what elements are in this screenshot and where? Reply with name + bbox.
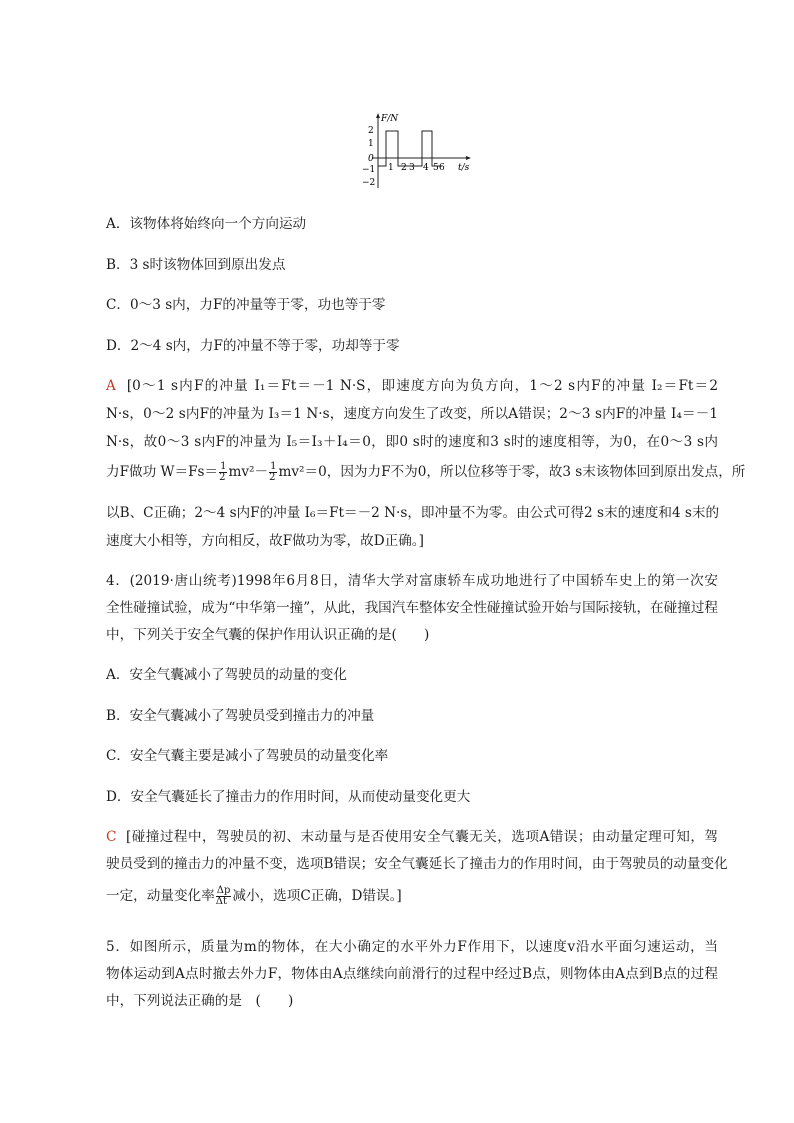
q5-stem-line-2: 物体运动到A点时撤去外力F，物体由A点继续向前滑行的过程中经过B点，则物体由A点到B点的过程	[106, 966, 718, 982]
q5-stem-line-1: 5．如图所示，质量为m的物体，在大小确定的水平外力F作用下，以速度v沿水平面匀速运动，当	[106, 939, 718, 955]
q3-exp4-c: mv²＝0，因为力F不为0，所以位移等于零，故3 s末该物体回到原出发点，所	[278, 464, 746, 480]
x-tick-5: 5	[433, 163, 439, 173]
q4-option-d: D．安全气囊延长了撞击力的作用时间，从而使动量变化更大	[106, 789, 471, 805]
fraction-dp-dt	[216, 886, 232, 907]
q4-stem-line-3: 中，下列关于安全气囊的保护作用认识正确的是( )	[106, 627, 430, 643]
q3-option-c: C．0～3 s内，力F的冲量等于零，功也等于零	[106, 297, 386, 313]
q4-option-c: C．安全气囊主要是减小了驾驶员的动量变化率	[106, 748, 389, 764]
x-axis-arrow	[466, 156, 471, 160]
fraction-half-1-num: 1	[220, 461, 227, 472]
y-tick-1: 1	[368, 139, 374, 149]
x-tick-4: 4	[423, 163, 429, 173]
y-tick-0: 0	[368, 154, 374, 164]
q4-option-b: B．安全气囊减小了驾驶员受到撞击力的冲量	[106, 708, 375, 724]
force-time-graph	[356, 110, 476, 190]
y-axis-label: F/N	[381, 114, 399, 124]
q3-explanation-line-2: N·s，0～2 s内F的冲量为 I₃＝1 N·s，速度方向发生了改变，所以A错误；2～3 s内F的冲量 I₄＝－1	[106, 406, 718, 422]
q3-exp4-a: 力F做功 W＝Fs＝	[106, 464, 219, 480]
fraction-half-2	[269, 462, 277, 483]
q4-explanation-line-2: 驶员受到的撞击力的冲量不变，选项B错误；安全气囊延长了撞击力的作用时间，由于驾驶员的动量变化	[106, 856, 728, 872]
y-axis-arrow	[376, 113, 380, 118]
force-waveform	[378, 131, 442, 166]
fraction-dp: Δp	[216, 885, 231, 896]
q3-explanation-line-1	[106, 376, 718, 396]
q4-explanation-line-1	[106, 827, 718, 847]
q3-explanation-line-3: N·s，故0～3 s内F的冲量为 I₅＝I₃＋I₄＝0，即0 s时的速度和3 s时的速度相等，为0，在0～3 s内	[106, 434, 718, 450]
x-tick-1: 1	[388, 163, 394, 173]
q3-exp-text-1: [0～1 s内F的冲量 I₁＝Ft＝－1 N·S，即速度方向为负方向，1～2 s内F的冲量 I₂＝Ft＝2	[126, 378, 718, 394]
y-tick-neg1: −1	[362, 165, 376, 175]
fraction-dt: Δt	[215, 896, 227, 907]
x-tick-6: 6	[439, 163, 445, 173]
q5-stem-line-3: 中，下列说法正确的是 ( )	[106, 993, 294, 1009]
y-tick-2: 2	[368, 126, 374, 136]
q4-exp3-a: 一定，动量变化率	[106, 888, 215, 904]
q4-explanation-line-3	[106, 886, 718, 907]
q4-exp-text-1: [碰撞过程中，驾驶员的初、末动量与是否使用安全气囊无关，选项A错误；由动量定理可知，驾	[125, 829, 718, 845]
q3-exp4-b: mv²－	[228, 464, 269, 480]
q3-explanation-line-5: 以B、C正确；2～4 s内F的冲量 I₆＝Ft＝－2 N·s，即冲量不为零。由公式可得2 s末的速度和4 s末的	[106, 505, 720, 521]
x-tick-3: 3	[409, 163, 415, 173]
q4-stem-line-1: 4．(2019·唐山统考)1998年6月8日，清华大学对富康轿车成功地进行了中国轿车史上的第一次安	[106, 573, 718, 589]
q4-exp3-b: 减小，选项C正确，D错误。]	[232, 888, 402, 904]
fraction-half-1	[219, 462, 227, 483]
force-time-graph-svg	[356, 110, 476, 190]
fraction-half-2-num: 1	[270, 461, 277, 472]
q4-answer-letter: C	[106, 829, 117, 845]
q3-option-a: A．该物体将始终向一个方向运动	[106, 216, 307, 232]
q4-stem-line-2: 全性碰撞试验，成为“中华第一撞”，从此，我国汽车整体安全性碰撞试验开始与国际接轨，在碰撞过程	[106, 600, 719, 616]
x-tick-2: 2	[401, 163, 407, 173]
q3-explanation-line-6: 速度大小相等，方向相反，故F做功为零，故D正确。]	[106, 533, 424, 549]
fraction-half-1-den: 2	[219, 472, 226, 483]
q4-option-a: A．安全气囊减小了驾驶员的动量的变化	[106, 667, 347, 683]
y-tick-neg2: −2	[362, 178, 376, 188]
q3-option-b: B．3 s时该物体回到原出发点	[106, 257, 286, 273]
q3-answer-letter: A	[106, 378, 116, 394]
fraction-half-2-den: 2	[269, 472, 276, 483]
x-axis-label: t/s	[458, 163, 470, 173]
q3-explanation-line-4	[106, 461, 746, 483]
q3-option-d: D．2～4 s内，力F的冲量不等于零，功却等于零	[106, 338, 400, 354]
